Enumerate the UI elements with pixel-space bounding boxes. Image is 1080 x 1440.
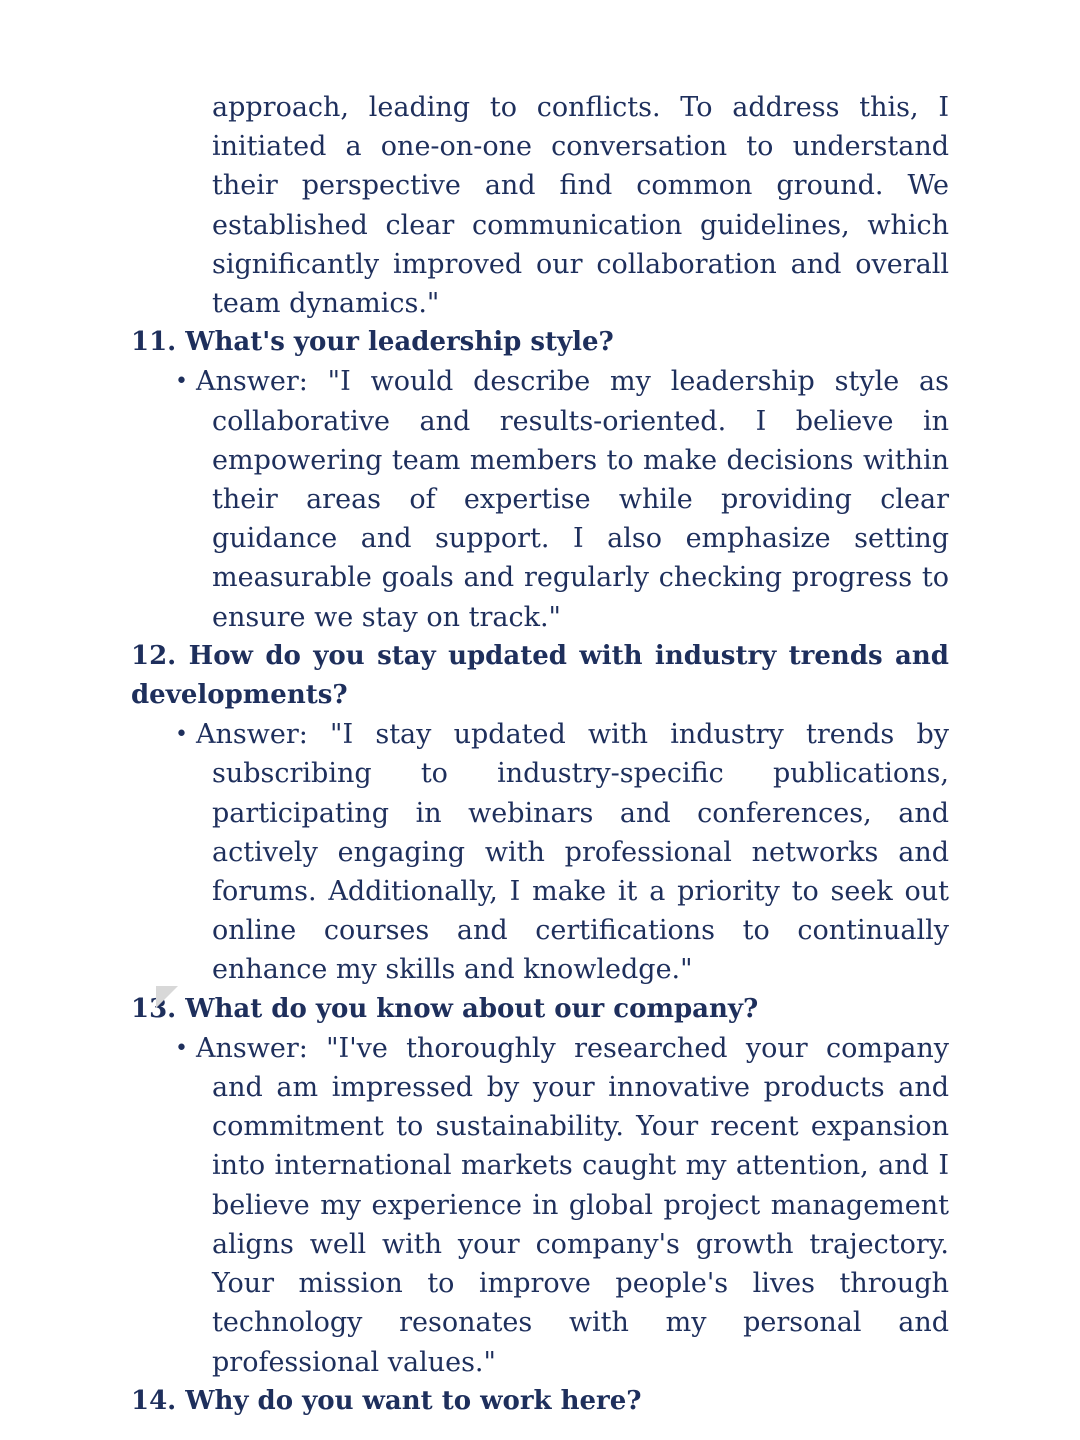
answer-11-text: Answer: "I would describe my leadership style as collaborative and results-oriented. I believe in empowering team members to make decisions within their areas of expertise while providing clear guidance and support. I also emphasize setting measurable goals and regularly checking progress to ensure we stay on track.": [196, 366, 949, 633]
answer-12-text: Answer: "I stay updated with industry trends by subscribing to industry-specific publications, participating in webinars and conferences, and actively engaging with professional networks and forums. Additionally, I make it a priority to seek out online courses and certifications to continually enhance my skills and knowledge.": [196, 719, 949, 986]
answer-13: [175, 1029, 949, 1382]
bullet-icon: •: [175, 369, 188, 395]
question-13: 13. What do you know about our company?: [131, 993, 759, 1024]
question-14: 14. Why do you want to work here?: [131, 1385, 642, 1416]
page-fold-icon: [156, 986, 178, 1008]
bullet-icon: •: [175, 1035, 188, 1061]
answer-12: [175, 715, 949, 989]
document-page: [131, 88, 949, 1421]
continued-answer-text: approach, leading to conflicts. To address this, I initiated a one-on-one conversation to understand their perspective and find common ground. We established clear communication guidelines, which significantly improved our collaboration and overall team dynamics.": [212, 92, 949, 320]
answer-13-text: Answer: "I've thoroughly researched your company and am impressed by your innovative products and commitment to sustainability. Your recent expansion into international markets caught my attention, and I believe my experience in global project management aligns well with your company's growth trajectory. Your mission to improve people's lives through technology resonates with my personal and professional values.": [196, 1032, 949, 1378]
question-12: 12. How do you stay updated with industry trends and developments?: [131, 640, 949, 711]
question-11: 11. What's your leadership style?: [131, 327, 614, 358]
answer-11: [175, 362, 949, 636]
bullet-icon: •: [175, 722, 188, 748]
